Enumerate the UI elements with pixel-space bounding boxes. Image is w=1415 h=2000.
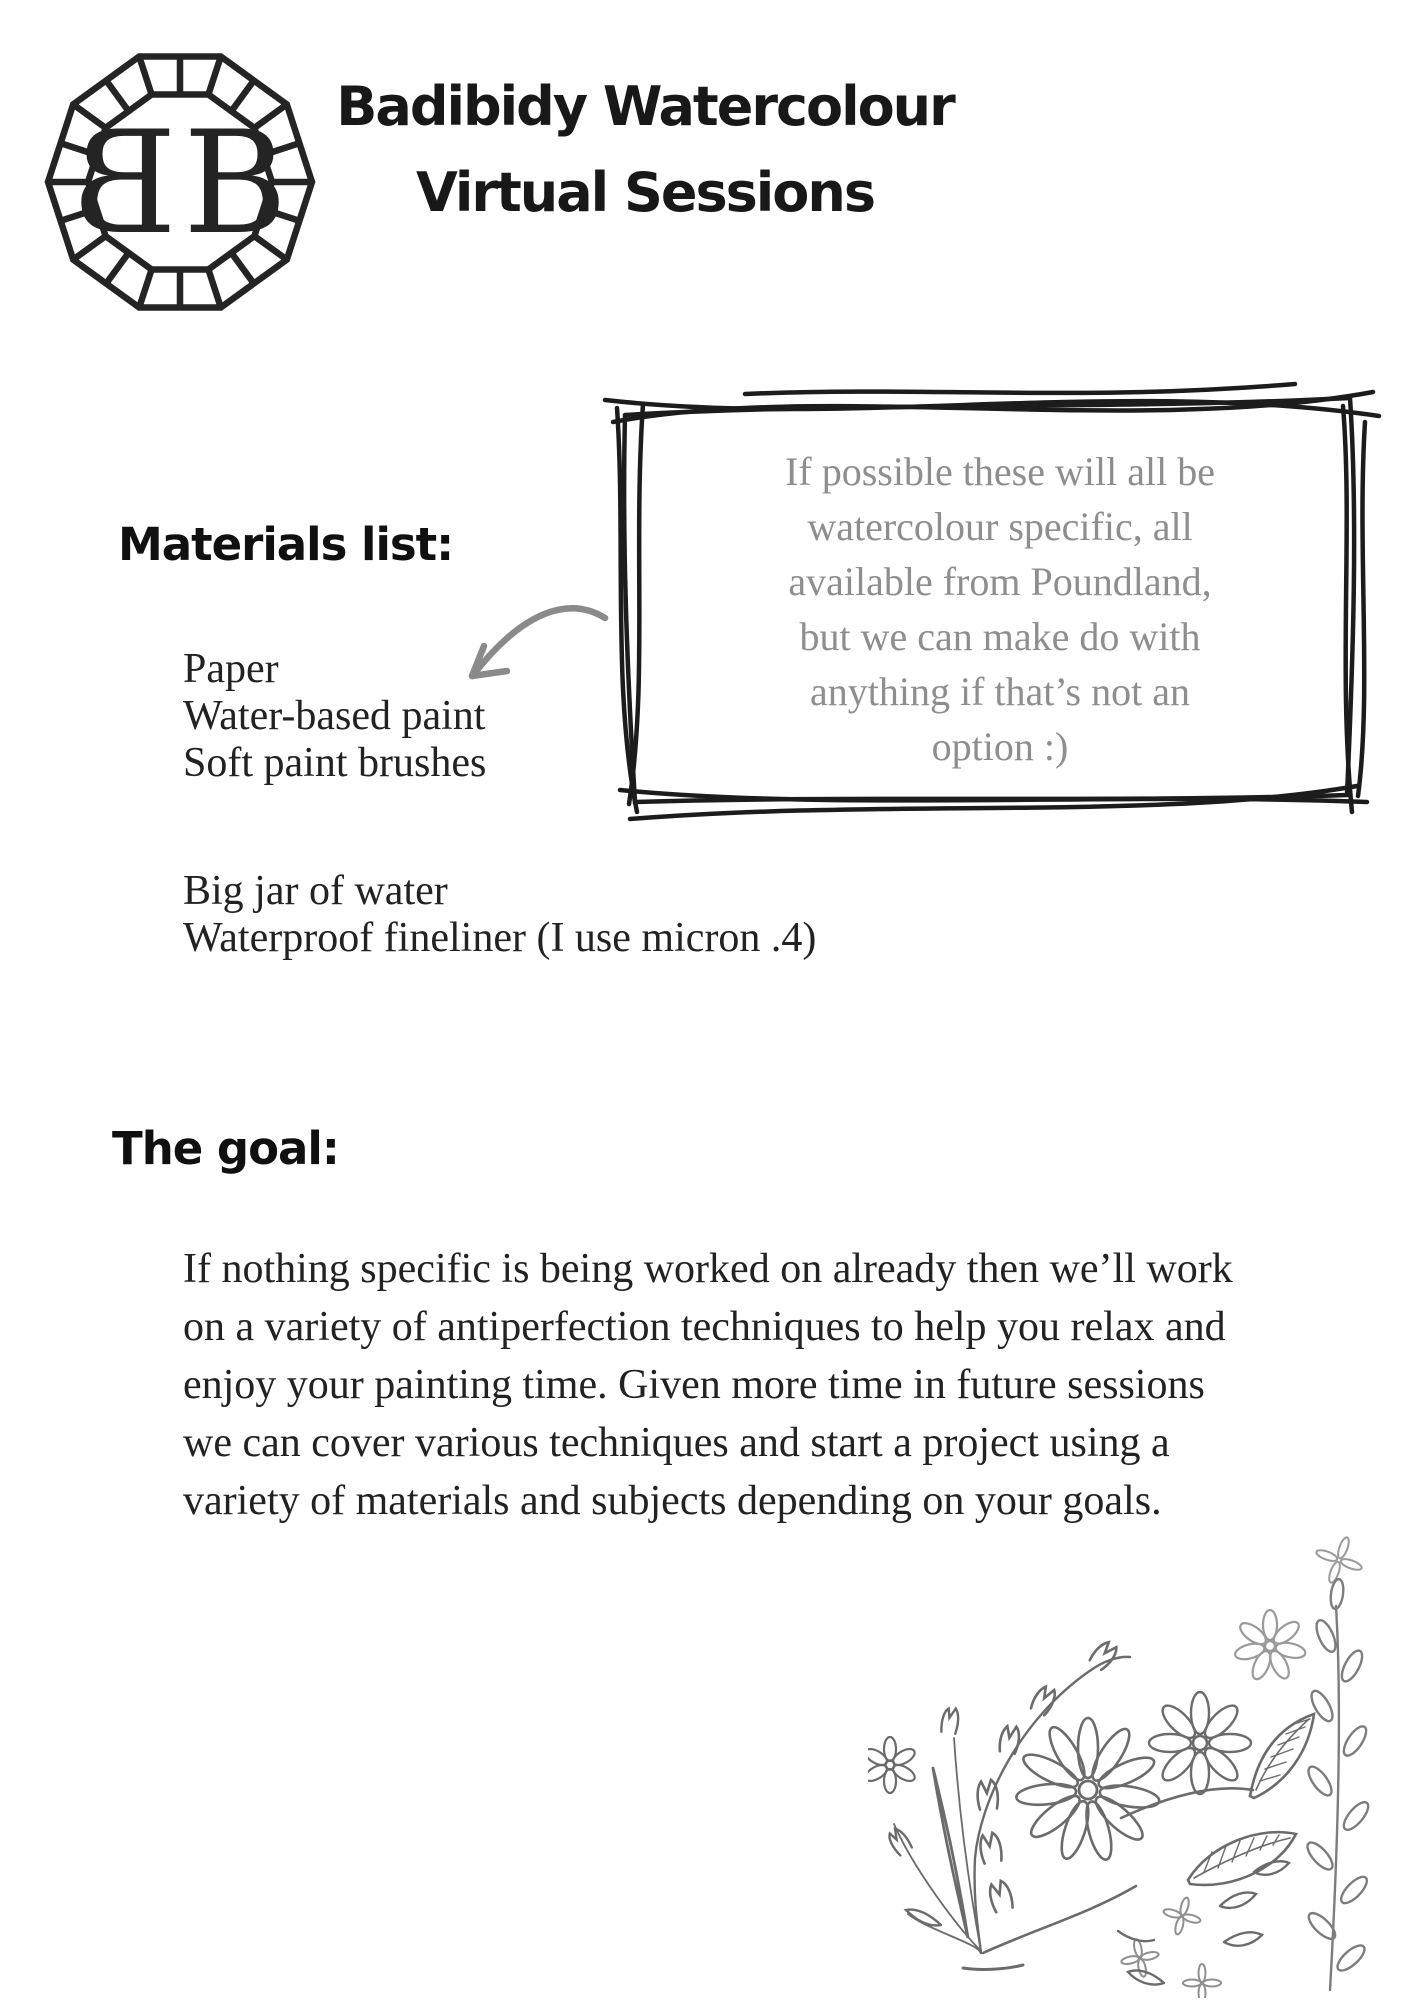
bell-buds (977, 1639, 1120, 1913)
note-box (660, 444, 1340, 774)
note-line: option :) (931, 724, 1069, 769)
list-item: Waterproof fineliner (I use micron .4) (183, 915, 817, 961)
materials-list-group-1 (183, 646, 486, 787)
floral-illustration-icon (868, 1528, 1413, 1998)
goal-paragraph: If nothing specific is being worked on already then we’ll work on a variety of antiperfection techniques to help you relax and enjoy your painting time. Given more time in future sessions we can cover various techniques and start a project using a variety of materials and subjects depending on your goals. (183, 1246, 1233, 1524)
list-item: Water-based paint (183, 693, 486, 739)
title-line-2: Virtual Sessions (416, 161, 874, 224)
note-line: watercolour specific, all (807, 504, 1193, 549)
note-line: If possible these will all be (785, 449, 1215, 494)
list-item: Big jar of water (183, 868, 448, 914)
list-item: Paper (183, 646, 279, 692)
logo-letter-right: B (183, 101, 288, 266)
goal-heading: The goal: (112, 1122, 339, 1175)
materials-heading: Materials list: (118, 518, 454, 571)
note-line: available from Poundland, (788, 559, 1212, 604)
materials-list-group-2 (183, 868, 816, 962)
list-item: Soft paint brushes (183, 740, 487, 786)
title-line-1: Badibidy Watercolour (336, 75, 954, 138)
logo-letter-left-mirrored: B (72, 101, 177, 266)
page-title (255, 64, 1035, 236)
note-line: anything if that’s not an (810, 669, 1190, 714)
note-line: but we can make do with (799, 614, 1201, 659)
